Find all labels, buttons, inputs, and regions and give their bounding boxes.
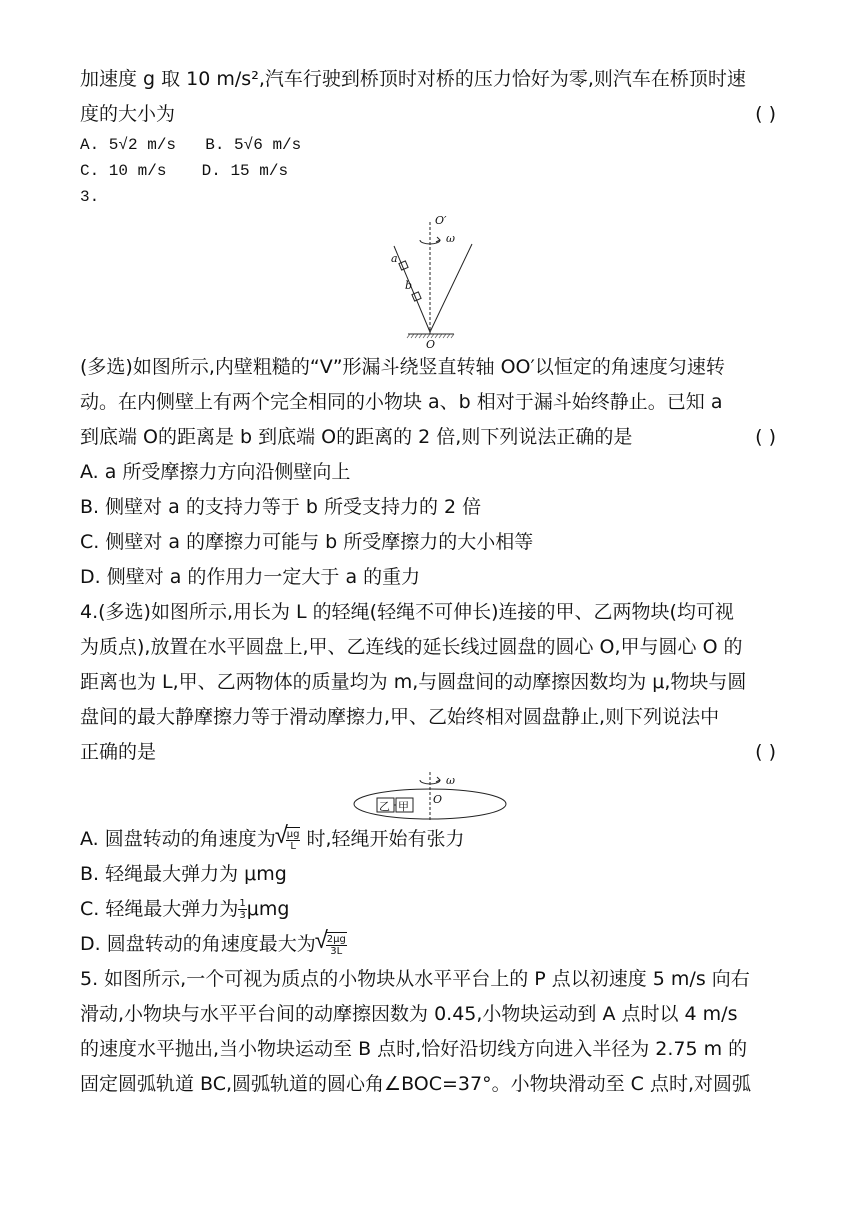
q3-stem-end: 到底端 O的距离是 b 到底端 O的距离的 2 倍,则下列说法正确的是 (80, 426, 633, 448)
q4-option-c (80, 892, 780, 927)
q4-option-c-tail: μmg (246, 898, 290, 920)
q3-option-d: D. 侧壁对 a 的作用力一定大于 a 的重力 (80, 566, 421, 588)
q4-option-d (80, 927, 780, 962)
q5-line-1: 5. 如图所示,一个可视为质点的小物块从水平平台上的 P 点以初速度 5 m/s 向右 (80, 968, 750, 990)
q3-option-a: A. a 所受摩擦力方向沿侧壁向上 (80, 461, 351, 483)
q4-stem-end: 正确的是 (80, 741, 157, 763)
q4-option-a-sqrt (276, 822, 301, 857)
q4-option-c-den: 3 (239, 910, 246, 921)
q3-option-c: C. 侧壁对 a 的摩擦力可能与 b 所受摩擦力的大小相等 (80, 531, 534, 553)
q2-options (80, 132, 780, 184)
q5-line-4: 固定圆弧轨道 BC,圆弧轨道的圆心角∠BOC=37°。小物块滑动至 C 点时,对圆弧 (80, 1073, 751, 1095)
q2-option-a: A. 5√2 m/s (80, 136, 177, 154)
q3-funnel-figure (360, 210, 500, 350)
fig-label-a: a (391, 252, 398, 265)
q3-option-b: B. 侧壁对 a 的支持力等于 b 所受支持力的 2 倍 (80, 496, 482, 518)
q4-option-d-text: D. 圆盘转动的角速度最大为 (80, 933, 316, 955)
q3-answer-parens: ( ) (755, 426, 776, 448)
q4-line-5 (80, 735, 780, 770)
q5-line-3: 的速度水平抛出,当小物块运动至 B 点时,恰好沿切线方向进入半径为 2.75 m 的 (80, 1038, 748, 1060)
q2-option-b: B. 5√6 m/s (205, 136, 302, 154)
q4-option-a-tail: 时,轻绳开始有张力 (306, 828, 465, 850)
q4-option-c-text: C. 轻绳最大弹力为 (80, 898, 239, 920)
q4-option-b: B. 轻绳最大弹力为 μmg (80, 863, 287, 885)
q4-option-c-frac (238, 898, 246, 921)
q2-line-1: 加速度 g 取 10 m/s²,汽车行驶到桥顶时对桥的压力恰好为零,则汽车在桥顶时速 (80, 68, 746, 90)
q2-stem-end: 度的大小为 (80, 103, 176, 125)
fig-label-omega: ω (446, 232, 455, 245)
q5-line-2: 滑动,小物块与水平平台间的动摩擦因数为 0.45,小物块运动到 A 点时以 4 m/s (80, 1003, 738, 1025)
q3-line-2: 动。在内侧壁上有两个完全相同的小物块 a、b 相对于漏斗始终静止。已知 a (80, 391, 723, 413)
q2-line-2 (80, 97, 780, 132)
document-page (80, 62, 780, 1102)
funnel-right-wall (430, 244, 472, 332)
q4-line-2: 为质点),放置在水平圆盘上,甲、乙连线的延长线过圆盘的圆心 O,甲与圆心 O 的 (80, 636, 743, 658)
q4-answer-parens: ( ) (755, 741, 776, 763)
q3-number: 3. (80, 188, 100, 206)
q4-option-a-num: √ μg (286, 829, 300, 840)
q4-option-d-num: √ 2μg (326, 934, 346, 945)
disc-label-o: O (433, 793, 443, 806)
q2-answer-parens: ( ) (755, 103, 776, 125)
fig-label-b: b (405, 279, 413, 292)
q3-line-1: (多选)如图所示,内壁粗糙的“V”形漏斗绕竖直转轴 OO′以恒定的角速度匀速转 (80, 356, 725, 378)
q4-option-c-num: 1 (239, 898, 246, 909)
q3-line-3 (80, 420, 780, 455)
fig-label-o: O (426, 338, 436, 350)
q4-option-d-sqrt (316, 927, 347, 962)
q4-option-a-den: L (290, 841, 296, 852)
q4-line-3: 距离也为 L,甲、乙两物体的质量均为 m,与圆盘间的动摩擦因数均为 μ,物块与圆 (80, 671, 747, 693)
q4-option-d-den: 3L (330, 946, 343, 957)
disc-label-omega: ω (446, 774, 455, 787)
q2-option-d: D. 15 m/s (201, 162, 289, 180)
q4-option-a (80, 822, 780, 857)
q4-line-4: 盘间的最大静摩擦力等于滑动摩擦力,甲、乙始终相对圆盘静止,则下列说法中 (80, 706, 720, 728)
disc-label-jia: 甲 (398, 800, 409, 813)
q4-option-a-text: A. 圆盘转动的角速度为 (80, 828, 276, 850)
fig-label-o-prime: O′ (435, 214, 447, 227)
q4-line-1: 4.(多选)如图所示,用长为 L 的轻绳(轻绳不可伸长)连接的甲、乙两物块(均可视 (80, 601, 734, 623)
q4-disc-figure (350, 770, 510, 822)
disc-label-yi: 乙 (379, 800, 390, 813)
q2-option-c: C. 10 m/s (80, 162, 167, 180)
